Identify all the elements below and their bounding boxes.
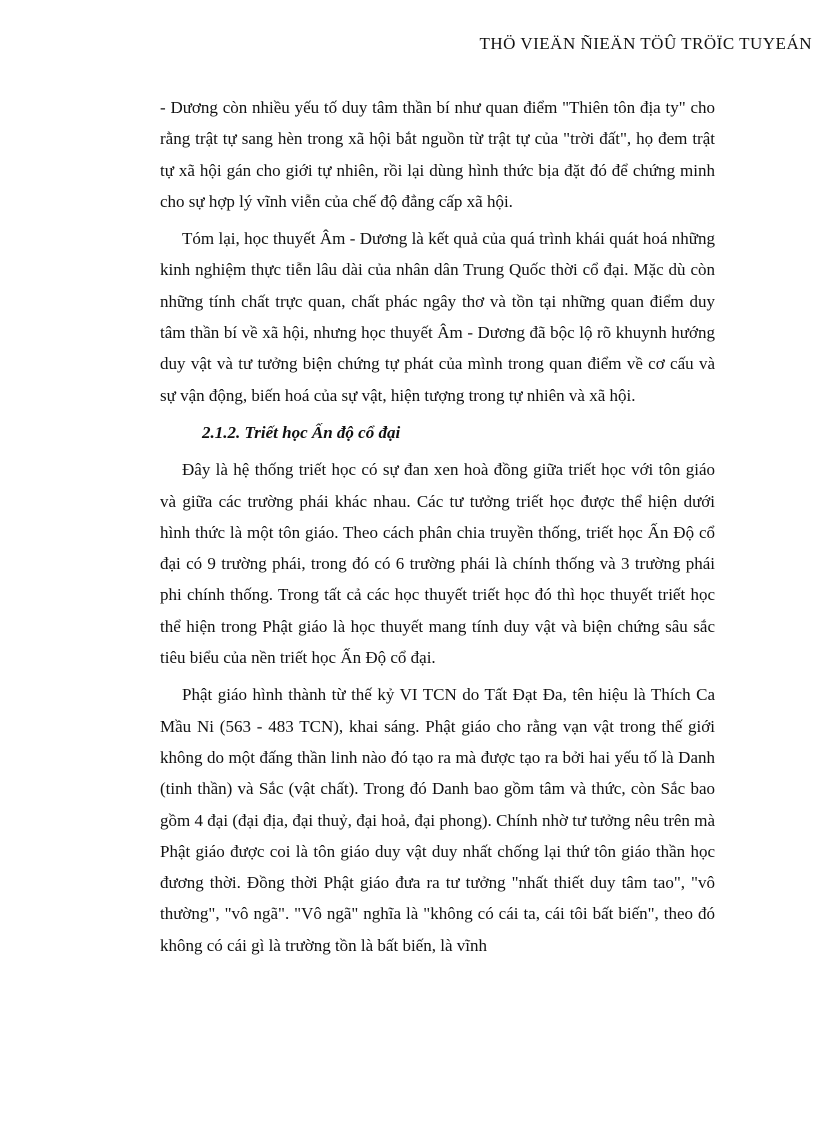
paragraph-summary: Tóm lại, học thuyết Âm - Dương là kết quả của quá trình khái quát hoá những kinh nghiệm thực tiễn lâu dài của nhân dân Trung Quốc thời cổ đại. Mặc dù còn những tính chất trực quan, chất phác ngây thơ và tồn tại những quan điểm duy tâm thần bí về xã hội, nhưng học thuyết Âm - Dương đã bộc lộ rõ khuynh hướng duy vật và tư tưởng biện chứng tự phát của mình trong quan điểm về cơ cấu và sự vận động, biến hoá của sự vật, hiện tượng trong tự nhiên và xã hội. [160,229,715,405]
page-header-title: THÖ VIEÄN ÑIEÄN TÖÛ TRÖÏC TUYEÁN [479,34,812,53]
paragraph-buddhism: Phật giáo hình thành từ thế kỷ VI TCN do Tất Đạt Đa, tên hiệu là Thích Ca Mầu Ni (563 - 483 TCN), khai sáng. Phật giáo cho rằng vạn vật trong thế giới không do một đấng thần linh nào đó tạo ra mà được tạo ra bởi hai yếu tố là Danh (tinh thần) và Sắc (vật chất). Trong đó Danh bao gồm tâm và thức, còn Sắc bao gồm 4 đại (đại địa, đại thuỷ, đại hoả, đại phong). Chính nhờ tư tưởng nêu trên mà Phật giáo được coi là tôn giáo duy vật duy nhất chống lại thứ tôn giáo thần học đương thời. Đồng thời Phật giáo đưa ra tư tưởng "nhất thiết duy tâm tao", "vô thường", "vô ngã". "Vô ngã" nghĩa là "không có cái ta, cái tôi bất biến", theo đó không có cái gì là trường tồn là bất biến, là vĩnh [160,685,715,955]
paragraph-continuation: - Dương còn nhiều yếu tố duy tâm thần bí như quan điểm "Thiên tôn địa ty" cho rằng trật tự sang hèn trong xã hội bắt nguồn từ trật tự của "trời đất", họ đem trật tự xã hội gán cho giới tự nhiên, rồi lại dùng hình thức bịa đặt đó để chứng minh cho sự hợp lý vĩnh viễn của chế độ đẳng cấp xã hội. [160,98,715,211]
paragraph-indian-philosophy: Đây là hệ thống triết học có sự đan xen hoà đồng giữa triết học với tôn giáo và giữa các trường phái khác nhau. Các tư tưởng triết học được thể hiện dưới hình thức là một tôn giáo. Theo cách phân chia truyền thống, triết học Ấn Độ cổ đại có 9 trường phái, trong đó có 6 trường phái là chính thống và 3 trường phái phi chính thống. Trong tất cả các học thuyết triết học đó thì học thuyết triết học thể hiện trong Phật giáo là học thuyết mang tính duy vật và biện chứng sâu sắc tiêu biểu của nền triết học Ấn Độ cổ đại. [160,460,715,668]
section-heading: 2.1.2. Triết học Ấn độ cổ đại [202,422,401,442]
document-body [160,92,715,961]
